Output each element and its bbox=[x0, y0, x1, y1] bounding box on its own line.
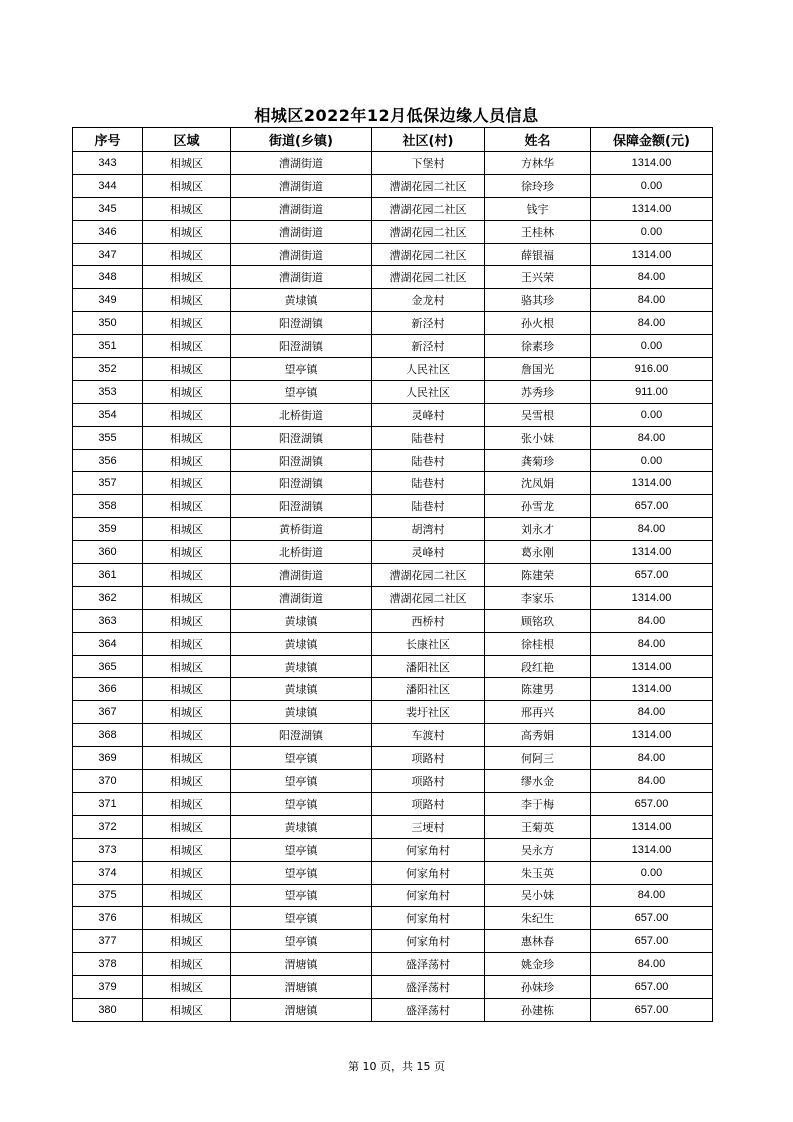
cell-name: 孙火根 bbox=[485, 312, 591, 335]
cell-community: 漕湖花园二社区 bbox=[372, 174, 485, 197]
table-row bbox=[73, 655, 713, 678]
cell-region: 相城区 bbox=[143, 243, 231, 266]
cell-region: 相城区 bbox=[143, 609, 231, 632]
cell-seq: 351 bbox=[73, 335, 143, 358]
cell-community: 盛泽荡村 bbox=[372, 953, 485, 976]
table-row bbox=[73, 289, 713, 312]
cell-seq: 355 bbox=[73, 426, 143, 449]
cell-amount: 84.00 bbox=[591, 609, 713, 632]
cell-name: 张小妹 bbox=[485, 426, 591, 449]
cell-community: 漕湖花园二社区 bbox=[372, 220, 485, 243]
cell-seq: 359 bbox=[73, 518, 143, 541]
cell-name: 詹国光 bbox=[485, 358, 591, 381]
cell-seq: 372 bbox=[73, 815, 143, 838]
table-row bbox=[73, 312, 713, 335]
cell-amount: 916.00 bbox=[591, 358, 713, 381]
cell-seq: 363 bbox=[73, 609, 143, 632]
table-header-row bbox=[73, 128, 713, 152]
table-row bbox=[73, 998, 713, 1021]
cell-region: 相城区 bbox=[143, 335, 231, 358]
cell-community: 何家角村 bbox=[372, 838, 485, 861]
cell-street: 漕湖街道 bbox=[231, 586, 372, 609]
cell-name: 惠林春 bbox=[485, 930, 591, 953]
cell-community: 何家角村 bbox=[372, 884, 485, 907]
cell-region: 相城区 bbox=[143, 792, 231, 815]
cell-amount: 84.00 bbox=[591, 312, 713, 335]
table-row bbox=[73, 426, 713, 449]
cell-street: 阳澄湖镇 bbox=[231, 495, 372, 518]
cell-community: 西桥村 bbox=[372, 609, 485, 632]
table-row bbox=[73, 564, 713, 587]
cell-region: 相城区 bbox=[143, 564, 231, 587]
cell-seq: 376 bbox=[73, 907, 143, 930]
cell-community: 长康社区 bbox=[372, 632, 485, 655]
cell-street: 北桥街道 bbox=[231, 403, 372, 426]
cell-community: 人民社区 bbox=[372, 380, 485, 403]
cell-region: 相城区 bbox=[143, 976, 231, 999]
cell-region: 相城区 bbox=[143, 815, 231, 838]
cell-region: 相城区 bbox=[143, 289, 231, 312]
cell-street: 漕湖街道 bbox=[231, 152, 372, 175]
cell-street: 北桥街道 bbox=[231, 541, 372, 564]
cell-amount: 1314.00 bbox=[591, 724, 713, 747]
cell-street: 望亭镇 bbox=[231, 380, 372, 403]
cell-amount: 657.00 bbox=[591, 976, 713, 999]
table-row bbox=[73, 449, 713, 472]
cell-seq: 380 bbox=[73, 998, 143, 1021]
table-row bbox=[73, 197, 713, 220]
cell-amount: 0.00 bbox=[591, 449, 713, 472]
cell-street: 阳澄湖镇 bbox=[231, 312, 372, 335]
table-row bbox=[73, 930, 713, 953]
cell-amount: 1314.00 bbox=[591, 197, 713, 220]
cell-name: 高秀娟 bbox=[485, 724, 591, 747]
cell-amount: 84.00 bbox=[591, 884, 713, 907]
cell-seq: 377 bbox=[73, 930, 143, 953]
cell-region: 相城区 bbox=[143, 930, 231, 953]
cell-name: 薛银福 bbox=[485, 243, 591, 266]
cell-region: 相城区 bbox=[143, 838, 231, 861]
cell-amount: 1314.00 bbox=[591, 472, 713, 495]
cell-name: 徐素珍 bbox=[485, 335, 591, 358]
cell-street: 望亭镇 bbox=[231, 884, 372, 907]
cell-name: 葛永刚 bbox=[485, 541, 591, 564]
cell-community: 金龙村 bbox=[372, 289, 485, 312]
cell-community: 潘阳社区 bbox=[372, 678, 485, 701]
cell-amount: 1314.00 bbox=[591, 243, 713, 266]
cell-amount: 657.00 bbox=[591, 792, 713, 815]
cell-street: 黄埭镇 bbox=[231, 815, 372, 838]
cell-name: 顾铭玖 bbox=[485, 609, 591, 632]
cell-name: 李于梅 bbox=[485, 792, 591, 815]
table-row bbox=[73, 335, 713, 358]
cell-community: 车渡村 bbox=[372, 724, 485, 747]
cell-community: 漕湖花园二社区 bbox=[372, 266, 485, 289]
cell-seq: 367 bbox=[73, 701, 143, 724]
cell-region: 相城区 bbox=[143, 770, 231, 793]
cell-amount: 84.00 bbox=[591, 632, 713, 655]
cell-name: 徐桂根 bbox=[485, 632, 591, 655]
cell-name: 王兴荣 bbox=[485, 266, 591, 289]
table-row bbox=[73, 472, 713, 495]
table-row bbox=[73, 792, 713, 815]
cell-seq: 371 bbox=[73, 792, 143, 815]
cell-street: 漕湖街道 bbox=[231, 243, 372, 266]
table-row bbox=[73, 976, 713, 999]
cell-community: 下堡村 bbox=[372, 152, 485, 175]
cell-community: 陆巷村 bbox=[372, 426, 485, 449]
cell-amount: 1314.00 bbox=[591, 541, 713, 564]
table-row bbox=[73, 266, 713, 289]
cell-community: 何家角村 bbox=[372, 861, 485, 884]
cell-name: 何阿三 bbox=[485, 747, 591, 770]
cell-street: 黄埭镇 bbox=[231, 655, 372, 678]
cell-community: 潘阳社区 bbox=[372, 655, 485, 678]
cell-seq: 360 bbox=[73, 541, 143, 564]
table-row bbox=[73, 609, 713, 632]
table-row bbox=[73, 632, 713, 655]
table-row bbox=[73, 174, 713, 197]
cell-street: 阳澄湖镇 bbox=[231, 449, 372, 472]
cell-seq: 362 bbox=[73, 586, 143, 609]
cell-seq: 365 bbox=[73, 655, 143, 678]
cell-name: 方林华 bbox=[485, 152, 591, 175]
table-row bbox=[73, 838, 713, 861]
cell-seq: 366 bbox=[73, 678, 143, 701]
cell-name: 邢再兴 bbox=[485, 701, 591, 724]
cell-name: 陈建荣 bbox=[485, 564, 591, 587]
cell-street: 阳澄湖镇 bbox=[231, 335, 372, 358]
cell-seq: 358 bbox=[73, 495, 143, 518]
cell-community: 盛泽荡村 bbox=[372, 976, 485, 999]
cell-region: 相城区 bbox=[143, 724, 231, 747]
cell-region: 相城区 bbox=[143, 426, 231, 449]
cell-seq: 374 bbox=[73, 861, 143, 884]
cell-amount: 1314.00 bbox=[591, 586, 713, 609]
header-name: 姓名 bbox=[485, 128, 591, 152]
cell-amount: 657.00 bbox=[591, 564, 713, 587]
cell-street: 黄埭镇 bbox=[231, 632, 372, 655]
table-row bbox=[73, 907, 713, 930]
cell-amount: 84.00 bbox=[591, 266, 713, 289]
cell-amount: 84.00 bbox=[591, 770, 713, 793]
cell-region: 相城区 bbox=[143, 495, 231, 518]
table-row bbox=[73, 701, 713, 724]
cell-seq: 369 bbox=[73, 747, 143, 770]
cell-seq: 375 bbox=[73, 884, 143, 907]
cell-community: 裴圩社区 bbox=[372, 701, 485, 724]
cell-region: 相城区 bbox=[143, 861, 231, 884]
cell-region: 相城区 bbox=[143, 907, 231, 930]
table-row bbox=[73, 815, 713, 838]
cell-name: 缪水金 bbox=[485, 770, 591, 793]
cell-community: 盛泽荡村 bbox=[372, 998, 485, 1021]
table-row bbox=[73, 518, 713, 541]
cell-region: 相城区 bbox=[143, 998, 231, 1021]
cell-amount: 657.00 bbox=[591, 907, 713, 930]
cell-amount: 657.00 bbox=[591, 930, 713, 953]
cell-street: 渭塘镇 bbox=[231, 976, 372, 999]
cell-name: 吴永方 bbox=[485, 838, 591, 861]
cell-street: 漕湖街道 bbox=[231, 197, 372, 220]
table-row bbox=[73, 541, 713, 564]
cell-region: 相城区 bbox=[143, 655, 231, 678]
header-region: 区域 bbox=[143, 128, 231, 152]
cell-seq: 349 bbox=[73, 289, 143, 312]
table-row bbox=[73, 495, 713, 518]
header-community: 社区(村) bbox=[372, 128, 485, 152]
cell-name: 刘永才 bbox=[485, 518, 591, 541]
cell-seq: 343 bbox=[73, 152, 143, 175]
cell-amount: 0.00 bbox=[591, 861, 713, 884]
cell-street: 漕湖街道 bbox=[231, 266, 372, 289]
table-row bbox=[73, 678, 713, 701]
cell-region: 相城区 bbox=[143, 953, 231, 976]
table-row bbox=[73, 953, 713, 976]
cell-region: 相城区 bbox=[143, 747, 231, 770]
cell-amount: 84.00 bbox=[591, 953, 713, 976]
cell-region: 相城区 bbox=[143, 586, 231, 609]
cell-region: 相城区 bbox=[143, 174, 231, 197]
header-street: 街道(乡镇) bbox=[231, 128, 372, 152]
cell-region: 相城区 bbox=[143, 472, 231, 495]
cell-street: 漕湖街道 bbox=[231, 220, 372, 243]
cell-seq: 354 bbox=[73, 403, 143, 426]
cell-seq: 364 bbox=[73, 632, 143, 655]
cell-community: 漕湖花园二社区 bbox=[372, 243, 485, 266]
cell-street: 黄埭镇 bbox=[231, 678, 372, 701]
cell-amount: 84.00 bbox=[591, 747, 713, 770]
table-row bbox=[73, 747, 713, 770]
cell-seq: 346 bbox=[73, 220, 143, 243]
cell-community: 陆巷村 bbox=[372, 472, 485, 495]
cell-region: 相城区 bbox=[143, 358, 231, 381]
cell-amount: 0.00 bbox=[591, 335, 713, 358]
cell-region: 相城区 bbox=[143, 152, 231, 175]
header-seq: 序号 bbox=[73, 128, 143, 152]
cell-region: 相城区 bbox=[143, 701, 231, 724]
cell-street: 黄埭镇 bbox=[231, 609, 372, 632]
cell-name: 龚菊珍 bbox=[485, 449, 591, 472]
cell-region: 相城区 bbox=[143, 220, 231, 243]
cell-amount: 84.00 bbox=[591, 701, 713, 724]
cell-seq: 344 bbox=[73, 174, 143, 197]
cell-seq: 353 bbox=[73, 380, 143, 403]
cell-amount: 0.00 bbox=[591, 220, 713, 243]
table-row bbox=[73, 380, 713, 403]
cell-street: 渭塘镇 bbox=[231, 953, 372, 976]
cell-name: 钱宇 bbox=[485, 197, 591, 220]
cell-amount: 84.00 bbox=[591, 426, 713, 449]
page-footer: 第 10 页，共 15 页 bbox=[348, 1060, 445, 1073]
cell-street: 漕湖街道 bbox=[231, 564, 372, 587]
cell-community: 灵峰村 bbox=[372, 541, 485, 564]
cell-community: 何家角村 bbox=[372, 907, 485, 930]
cell-region: 相城区 bbox=[143, 266, 231, 289]
cell-name: 孙建栋 bbox=[485, 998, 591, 1021]
cell-seq: 356 bbox=[73, 449, 143, 472]
cell-community: 陆巷村 bbox=[372, 495, 485, 518]
document-title: 相城区2022年12月低保边缘人员信息 bbox=[254, 106, 539, 125]
cell-community: 新泾村 bbox=[372, 335, 485, 358]
cell-name: 陈建男 bbox=[485, 678, 591, 701]
cell-seq: 348 bbox=[73, 266, 143, 289]
cell-community: 漕湖花园二社区 bbox=[372, 197, 485, 220]
cell-name: 段红艳 bbox=[485, 655, 591, 678]
cell-name: 沈凤娟 bbox=[485, 472, 591, 495]
cell-street: 望亭镇 bbox=[231, 747, 372, 770]
cell-name: 吴雪根 bbox=[485, 403, 591, 426]
cell-street: 望亭镇 bbox=[231, 907, 372, 930]
cell-region: 相城区 bbox=[143, 884, 231, 907]
cell-region: 相城区 bbox=[143, 541, 231, 564]
cell-seq: 345 bbox=[73, 197, 143, 220]
cell-name: 朱玉英 bbox=[485, 861, 591, 884]
cell-community: 新泾村 bbox=[372, 312, 485, 335]
cell-name: 徐玲珍 bbox=[485, 174, 591, 197]
cell-name: 朱纪生 bbox=[485, 907, 591, 930]
cell-community: 项路村 bbox=[372, 770, 485, 793]
cell-street: 黄埭镇 bbox=[231, 701, 372, 724]
cell-community: 漕湖花园二社区 bbox=[372, 564, 485, 587]
cell-region: 相城区 bbox=[143, 632, 231, 655]
cell-region: 相城区 bbox=[143, 312, 231, 335]
cell-community: 三埂村 bbox=[372, 815, 485, 838]
cell-street: 望亭镇 bbox=[231, 792, 372, 815]
cell-street: 望亭镇 bbox=[231, 861, 372, 884]
cell-name: 王桂林 bbox=[485, 220, 591, 243]
cell-community: 灵峰村 bbox=[372, 403, 485, 426]
cell-amount: 657.00 bbox=[591, 495, 713, 518]
cell-seq: 361 bbox=[73, 564, 143, 587]
cell-amount: 1314.00 bbox=[591, 815, 713, 838]
cell-amount: 0.00 bbox=[591, 403, 713, 426]
cell-seq: 373 bbox=[73, 838, 143, 861]
header-amount: 保障金额(元) bbox=[591, 128, 713, 152]
cell-region: 相城区 bbox=[143, 449, 231, 472]
cell-street: 阳澄湖镇 bbox=[231, 472, 372, 495]
cell-community: 项路村 bbox=[372, 747, 485, 770]
cell-community: 项路村 bbox=[372, 792, 485, 815]
cell-region: 相城区 bbox=[143, 197, 231, 220]
cell-seq: 347 bbox=[73, 243, 143, 266]
cell-name: 孙妹珍 bbox=[485, 976, 591, 999]
cell-amount: 0.00 bbox=[591, 174, 713, 197]
cell-street: 望亭镇 bbox=[231, 930, 372, 953]
table-row bbox=[73, 152, 713, 175]
cell-name: 王菊英 bbox=[485, 815, 591, 838]
cell-street: 阳澄湖镇 bbox=[231, 724, 372, 747]
allowance-table bbox=[72, 127, 713, 1022]
cell-region: 相城区 bbox=[143, 678, 231, 701]
cell-name: 李家乐 bbox=[485, 586, 591, 609]
cell-name: 苏秀珍 bbox=[485, 380, 591, 403]
cell-amount: 1314.00 bbox=[591, 838, 713, 861]
cell-amount: 911.00 bbox=[591, 380, 713, 403]
cell-community: 陆巷村 bbox=[372, 449, 485, 472]
table-row bbox=[73, 861, 713, 884]
cell-seq: 368 bbox=[73, 724, 143, 747]
cell-street: 望亭镇 bbox=[231, 358, 372, 381]
cell-street: 阳澄湖镇 bbox=[231, 426, 372, 449]
cell-community: 胡湾村 bbox=[372, 518, 485, 541]
table-row bbox=[73, 724, 713, 747]
cell-region: 相城区 bbox=[143, 380, 231, 403]
table-row bbox=[73, 586, 713, 609]
cell-amount: 1314.00 bbox=[591, 655, 713, 678]
cell-seq: 378 bbox=[73, 953, 143, 976]
cell-street: 渭塘镇 bbox=[231, 998, 372, 1021]
table-row bbox=[73, 770, 713, 793]
cell-street: 漕湖街道 bbox=[231, 174, 372, 197]
cell-street: 望亭镇 bbox=[231, 838, 372, 861]
cell-seq: 357 bbox=[73, 472, 143, 495]
cell-seq: 352 bbox=[73, 358, 143, 381]
cell-amount: 657.00 bbox=[591, 998, 713, 1021]
cell-name: 孙雪龙 bbox=[485, 495, 591, 518]
cell-amount: 1314.00 bbox=[591, 678, 713, 701]
cell-name: 姚金珍 bbox=[485, 953, 591, 976]
cell-street: 黄埭镇 bbox=[231, 289, 372, 312]
cell-region: 相城区 bbox=[143, 518, 231, 541]
cell-amount: 84.00 bbox=[591, 518, 713, 541]
cell-community: 人民社区 bbox=[372, 358, 485, 381]
cell-name: 吴小妹 bbox=[485, 884, 591, 907]
table-row bbox=[73, 884, 713, 907]
cell-region: 相城区 bbox=[143, 403, 231, 426]
cell-amount: 1314.00 bbox=[591, 152, 713, 175]
cell-amount: 84.00 bbox=[591, 289, 713, 312]
table-row bbox=[73, 358, 713, 381]
table-row bbox=[73, 220, 713, 243]
table-row bbox=[73, 403, 713, 426]
cell-seq: 370 bbox=[73, 770, 143, 793]
cell-street: 望亭镇 bbox=[231, 770, 372, 793]
table-body bbox=[73, 152, 713, 1022]
cell-community: 何家角村 bbox=[372, 930, 485, 953]
cell-street: 黄桥街道 bbox=[231, 518, 372, 541]
cell-seq: 350 bbox=[73, 312, 143, 335]
cell-seq: 379 bbox=[73, 976, 143, 999]
cell-community: 漕湖花园二社区 bbox=[372, 586, 485, 609]
cell-name: 骆其珍 bbox=[485, 289, 591, 312]
table-row bbox=[73, 243, 713, 266]
